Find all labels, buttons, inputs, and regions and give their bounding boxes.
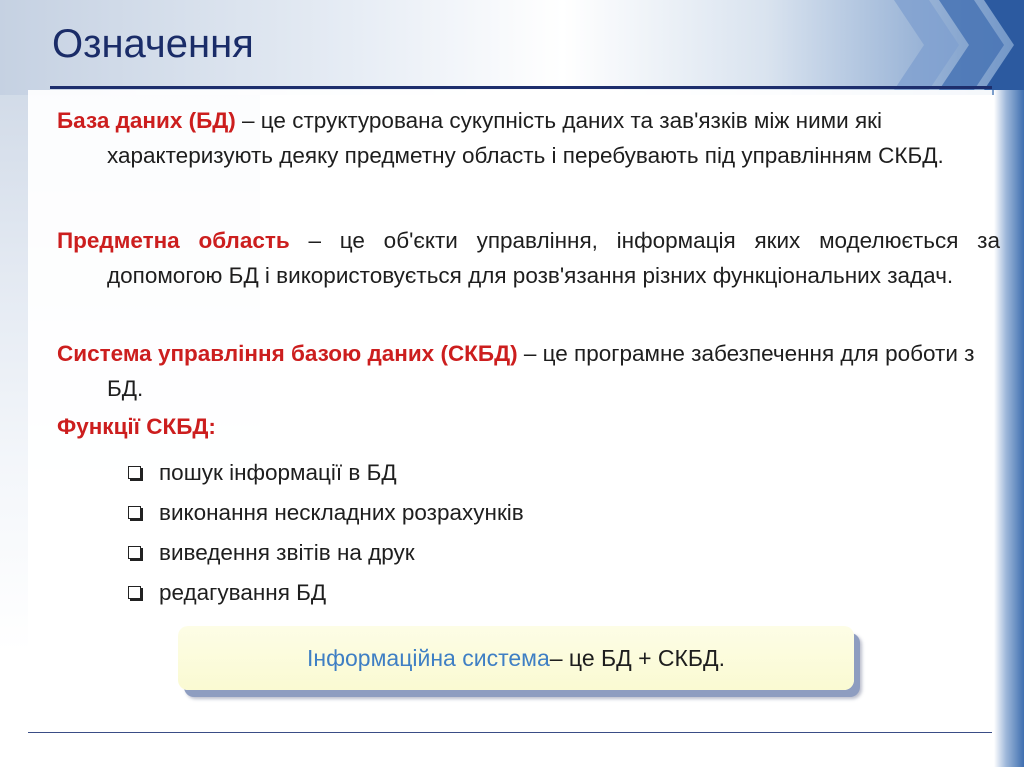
list-item: виведення звітів на друк bbox=[128, 533, 524, 573]
title-underline bbox=[50, 86, 992, 89]
definition-dbms bbox=[57, 336, 1000, 406]
checkbox-square-icon bbox=[128, 586, 141, 599]
definition-database bbox=[57, 103, 1000, 173]
bottom-divider bbox=[28, 732, 992, 733]
callout-text: – це БД + СКБД. bbox=[549, 644, 725, 671]
checkbox-square-icon bbox=[128, 506, 141, 519]
term-dbms: Система управління базою даних (СКБД) bbox=[57, 341, 518, 366]
term-database: База даних (БД) bbox=[57, 108, 236, 133]
information-system-callout bbox=[178, 626, 854, 690]
definition-dbms-text: – це програмне забезпечення для роботи з БД. bbox=[107, 341, 975, 401]
list-item: пошук інформації в БД bbox=[128, 453, 524, 493]
checkbox-square-icon bbox=[128, 466, 141, 479]
list-item: виконання нескладних розрахунків bbox=[128, 493, 524, 533]
definition-database-text: – це структурована сукупність даних та зав'язків між ними які характеризують деяку предметну область і перебувають під управлінням СКБД. bbox=[107, 108, 944, 168]
slide-title: Означення bbox=[52, 22, 254, 66]
functions-heading: Функції СКБД: bbox=[57, 414, 216, 439]
callout-highlight: Інформаційна система bbox=[307, 644, 550, 671]
functions-list bbox=[128, 453, 524, 613]
term-subject-area: Предметна область bbox=[57, 228, 290, 253]
checkbox-square-icon bbox=[128, 546, 141, 559]
definition-subject-area bbox=[57, 223, 1000, 293]
list-item: редагування БД bbox=[128, 573, 524, 613]
chevron-decor-icon bbox=[824, 0, 1024, 95]
definition-subject-area-text: – це об'єкти управління, інформація яких моделюється за допомогою БД і використовується для розв'язання різних функціональних задач. bbox=[107, 228, 1000, 288]
